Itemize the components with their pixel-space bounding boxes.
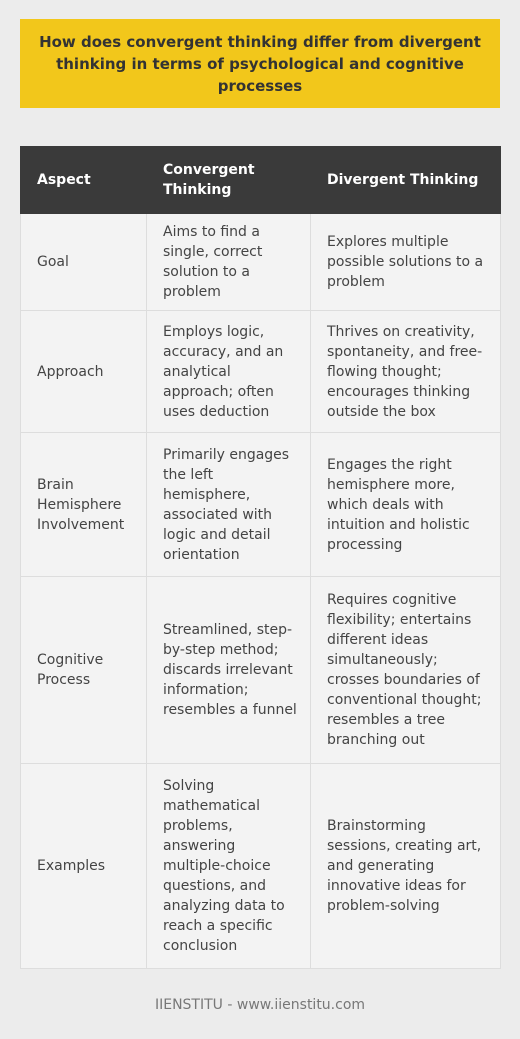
table-row xyxy=(21,311,501,433)
comparison-table-container xyxy=(20,146,500,969)
cell-divergent: Engages the right hemisphere more, which deals with intuition and holistic processing xyxy=(311,433,501,577)
cell-aspect: Cognitive Process xyxy=(21,577,147,764)
table-header-row xyxy=(21,147,501,214)
cell-divergent: Explores multiple possible solutions to a problem xyxy=(311,214,501,311)
footer-credit: IIENSTITU - www.iienstitu.com xyxy=(154,997,366,1013)
cell-convergent: Aims to find a single, correct solution to a problem xyxy=(147,214,311,311)
table-row xyxy=(21,433,501,577)
page-title: How does convergent thinking differ from divergent thinking in terms of psychological and cognitive processes xyxy=(20,19,500,108)
cell-convergent: Employs logic, accuracy, and an analytical approach; often uses deduction xyxy=(147,311,311,433)
cell-aspect: Goal xyxy=(21,214,147,311)
table-row xyxy=(21,577,501,764)
cell-aspect: Approach xyxy=(21,311,147,433)
header-convergent: Convergent Thinking xyxy=(147,147,311,214)
cell-divergent: Thrives on creativity, spontaneity, and free-flowing thought; encourages thinking outside the box xyxy=(311,311,501,433)
header-divergent: Divergent Thinking xyxy=(311,147,501,214)
table-row xyxy=(21,764,501,969)
cell-convergent: Primarily engages the left hemisphere, associated with logic and detail orientation xyxy=(147,433,311,577)
cell-aspect: Examples xyxy=(21,764,147,969)
cell-divergent: Requires cognitive flexibility; entertains different ideas simultaneously; crosses boundaries of conventional thought; resembles a tree branching out xyxy=(311,577,501,764)
cell-convergent: Streamlined, step-by-step method; discards irrelevant information; resembles a funnel xyxy=(147,577,311,764)
cell-aspect: Brain Hemisphere Involvement xyxy=(21,433,147,577)
cell-convergent: Solving mathematical problems, answering multiple-choice questions, and analyzing data to reach a specific conclusion xyxy=(147,764,311,969)
comparison-table xyxy=(20,146,501,969)
cell-divergent: Brainstorming sessions, creating art, and generating innovative ideas for problem-solving xyxy=(311,764,501,969)
table-row xyxy=(21,214,501,311)
header-aspect: Aspect xyxy=(21,147,147,214)
